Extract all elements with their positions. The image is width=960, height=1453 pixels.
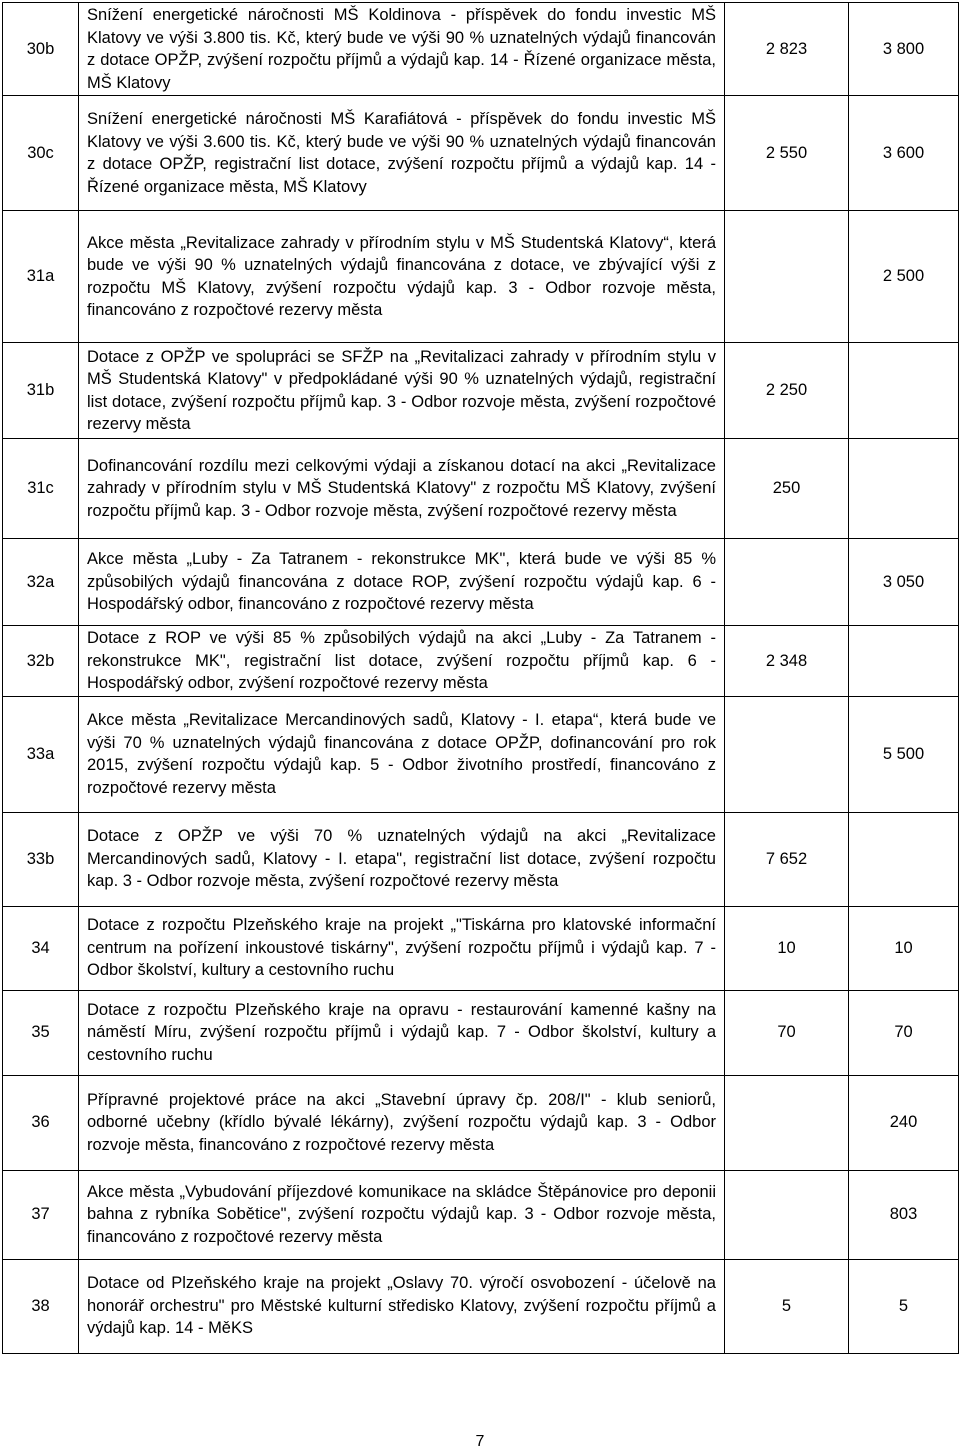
budget-changes-table <box>2 2 959 1354</box>
row-description: Dotace z ROP ve výši 85 % způsobilých výdajů na akci „Luby - Za Tatranem - rekonstrukce MK", registrační list dotace, zvýšení rozpočtu příjmů kap. 6 - Hospodářský odbor, zvýšení rozpočtové rezervy města <box>79 626 725 697</box>
value-column-1: 10 <box>725 906 849 990</box>
table-row <box>3 3 959 96</box>
row-number: 36 <box>3 1075 79 1170</box>
row-description: Dotace z OPŽP ve spolupráci se SFŽP na „Revitalizaci zahrady v přírodním stylu v MŠ Studentská Klatovy" v předpokládané výši 90 % uznatelných výdajů, registrační list dotace, zvýšení rozpočtu příjmů kap. 3 - Odbor rozvoje města, zvýšení rozpočtové rezervy města <box>79 343 725 439</box>
row-number: 33a <box>3 696 79 812</box>
value-column-1: 7 652 <box>725 812 849 906</box>
value-column-2: 10 <box>849 906 959 990</box>
value-column-1 <box>725 1170 849 1259</box>
value-column-1 <box>725 1075 849 1170</box>
value-column-2: 3 800 <box>849 3 959 96</box>
table-row <box>3 990 959 1075</box>
table-row <box>3 439 959 539</box>
table-row <box>3 343 959 439</box>
row-number: 34 <box>3 906 79 990</box>
row-number: 35 <box>3 990 79 1075</box>
value-column-1: 250 <box>725 439 849 539</box>
row-number: 38 <box>3 1259 79 1353</box>
row-description: Dotace z rozpočtu Plzeňského kraje na projekt „"Tiskárna pro klatovské informační centrum na pořízení inkoustové tiskárny", zvýšení rozpočtu příjmů i výdajů kap. 7 - Odbor školství, kultury a cestovního ruchu <box>79 906 725 990</box>
value-column-2 <box>849 343 959 439</box>
value-column-2: 803 <box>849 1170 959 1259</box>
value-column-2: 2 500 <box>849 211 959 343</box>
table-row <box>3 696 959 812</box>
row-description: Akce města „Revitalizace zahrady v přírodním stylu v MŠ Studentská Klatovy“, která bude ve výši 90 % uznatelných výdajů financována z dotace, ve zbývající výši z rozpočtu MŠ Klatovy, zvýšení rozpočtu výdajů kap. 3 - Odbor rozvoje města, financováno z rozpočtové rezervy města <box>79 211 725 343</box>
table-body <box>3 3 959 1354</box>
row-description: Dotace z OPŽP ve výši 70 % uznatelných výdajů na akci „Revitalizace Mercandinových sadů, Klatovy - I. etapa", registrační list dotace, zvýšení rozpočtu kap. 3 - Odbor rozvoje města, zvýšení rozpočtové rezervy města <box>79 812 725 906</box>
table-row <box>3 626 959 697</box>
value-column-1: 2 550 <box>725 96 849 211</box>
row-number: 32a <box>3 539 79 626</box>
value-column-1: 2 250 <box>725 343 849 439</box>
value-column-2: 5 <box>849 1259 959 1353</box>
value-column-2: 3 050 <box>849 539 959 626</box>
row-description: Dofinancování rozdílu mezi celkovými výdaji a získanou dotací na akci „Revitalizace zahrady v přírodním stylu v MŠ Studentská Klatovy" z rozpočtu MŠ Klatovy, zvýšení rozpočtu příjmů kap. 3 - Odbor rozvoje města, zvýšení rozpočtové rezervy města <box>79 439 725 539</box>
row-description: Akce města „Vybudování příjezdové komunikace na skládce Štěpánovice pro deponii bahna z rybníka Sobětice", zvýšení rozpočtu výdajů kap. 3 - Odbor rozvoje města, financováno z rozpočtové rezervy města <box>79 1170 725 1259</box>
table-row <box>3 906 959 990</box>
table-row <box>3 812 959 906</box>
value-column-1: 2 823 <box>725 3 849 96</box>
row-description: Akce města „Luby - Za Tatranem - rekonstrukce MK", která bude ve výši 85 % způsobilých výdajů financována z dotace ROP, zvýšení rozpočtu výdajů kap. 6 - Hospodářský odbor, financováno z rozpočtové rezervy města <box>79 539 725 626</box>
value-column-2 <box>849 626 959 697</box>
value-column-1: 5 <box>725 1259 849 1353</box>
table-row <box>3 1170 959 1259</box>
table-row <box>3 539 959 626</box>
row-number: 31c <box>3 439 79 539</box>
row-number: 31a <box>3 211 79 343</box>
row-number: 32b <box>3 626 79 697</box>
row-description: Akce města „Revitalizace Mercandinových sadů, Klatovy - I. etapa“, která bude ve výši 70 % uznatelných výdajů financována z dotace OPŽP, dofinancování pro rok 2015, zvýšení rozpočtu výdajů kap. 5 - Odbor životního prostředí, financováno z rozpočtové rezervy města <box>79 696 725 812</box>
value-column-2: 5 500 <box>849 696 959 812</box>
value-column-1 <box>725 211 849 343</box>
row-description: Snížení energetické náročnosti MŠ Karafiátová - příspěvek do fondu investic MŠ Klatovy ve výši 3.600 tis. Kč, který bude ve výši 90 % uznatelných výdajů financován z dotace OPŽP, registrační list dotace, zvýšení rozpočtu příjmů a výdajů kap. 14 - Řízené organizace města, MŠ Klatovy <box>79 96 725 211</box>
row-description: Dotace od Plzeňského kraje na projekt „Oslavy 70. výročí osvobození - účelově na honorář orchestru" pro Městské kulturní středisko Klatovy, zvýšení rozpočtu příjmů a výdajů kap. 14 - MěKS <box>79 1259 725 1353</box>
row-description: Dotace z rozpočtu Plzeňského kraje na opravu - restaurování kamenné kašny na náměstí Míru, zvýšení rozpočtu příjmů i výdajů kap. 7 - Odbor školství, kultury a cestovního ruchu <box>79 990 725 1075</box>
value-column-1 <box>725 539 849 626</box>
value-column-2: 70 <box>849 990 959 1075</box>
table-row <box>3 96 959 211</box>
value-column-2: 240 <box>849 1075 959 1170</box>
table-row <box>3 211 959 343</box>
row-number: 37 <box>3 1170 79 1259</box>
row-number: 30b <box>3 3 79 96</box>
value-column-1 <box>725 696 849 812</box>
row-description: Přípravné projektové práce na akci „Stavební úpravy čp. 208/I" - klub seniorů, odborné učebny (křídlo bývalé lékárny), zvýšení rozpočtu výdajů kap. 3 - Odbor rozvoje města, financováno z rozpočtové rezervy města <box>79 1075 725 1170</box>
value-column-2: 3 600 <box>849 96 959 211</box>
row-number: 30c <box>3 96 79 211</box>
page-number: 7 <box>475 1433 485 1450</box>
value-column-2 <box>849 439 959 539</box>
row-description: Snížení energetické náročnosti MŠ Koldinova - příspěvek do fondu investic MŠ Klatovy ve výši 3.800 tis. Kč, který bude ve výši 90 % uznatelných výdajů financován z dotace OPŽP, zvýšení rozpočtu příjmů a výdajů kap. 14 - Řízené organizace města, MŠ Klatovy <box>79 3 725 96</box>
table-row <box>3 1075 959 1170</box>
value-column-2 <box>849 812 959 906</box>
value-column-1: 70 <box>725 990 849 1075</box>
table-row <box>3 1259 959 1353</box>
row-number: 31b <box>3 343 79 439</box>
value-column-1: 2 348 <box>725 626 849 697</box>
row-number: 33b <box>3 812 79 906</box>
